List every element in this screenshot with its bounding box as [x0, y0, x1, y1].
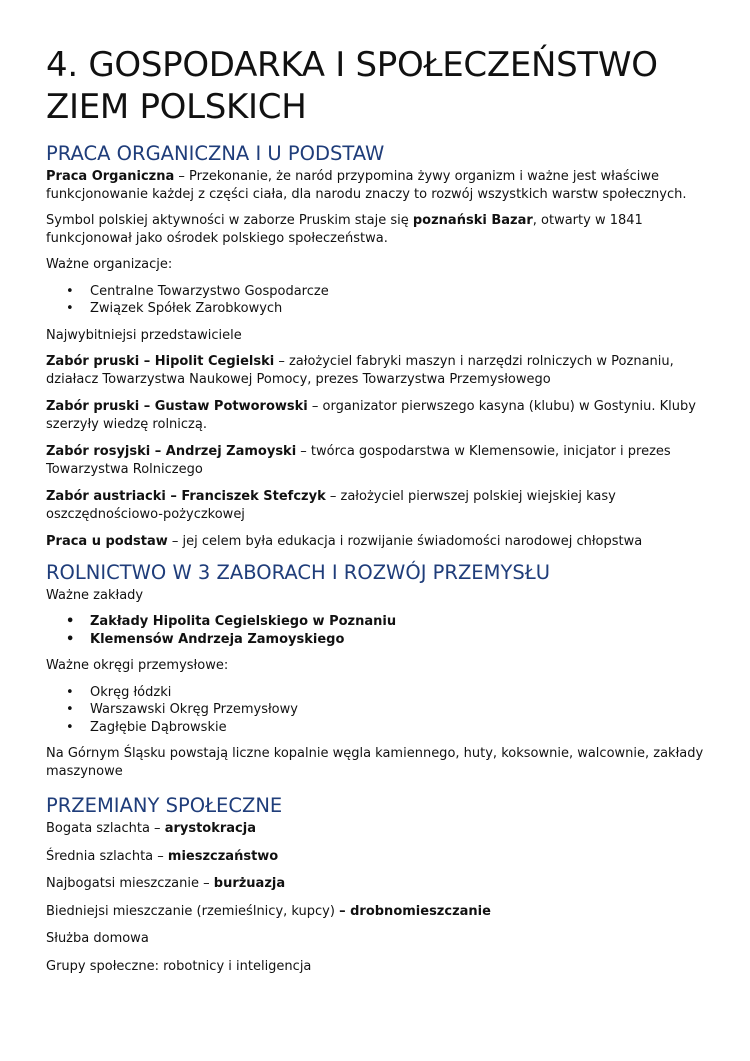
organizations-list [46, 283, 704, 318]
districts-list [46, 684, 704, 737]
representative-entry [46, 533, 704, 551]
social-row [46, 930, 704, 948]
paragraph-silesia: Na Górnym Śląsku powstają liczne kopalnie węgla kamiennego, huty, koksownie, walcownie, zakłady maszynowe [46, 746, 704, 779]
bazar-text-a: Symbol polskiej aktywności w zaborze Pruskim staje się [46, 213, 413, 228]
section-heading-rolnictwo: ROLNICTWO W 3 ZABORACH I ROZWÓJ PRZEMYSŁU [46, 560, 550, 584]
bazar-term: poznański Bazar [412, 213, 533, 228]
section-heading-praca-organiczna: PRACA ORGANICZNA I U PODSTAW [46, 142, 385, 165]
social-row [46, 875, 704, 893]
paragraph-bazar [46, 212, 704, 247]
page-title [46, 44, 704, 128]
districts-label: Ważne okręgi przemysłowe: [46, 658, 229, 673]
representative-desc: – założyciel pierwszej polskiej wiejskiej kasy oszczędnościowo-pożyczkowej [46, 489, 616, 522]
social-row [46, 958, 704, 976]
title-line-2: ZIEM POLSKICH [46, 87, 307, 127]
social-row-term: burżuazja [213, 876, 286, 891]
representative-desc: – organizator pierwszego kasyna (klubu) w Gostyniu. Kluby szerzyły wiedzę rolniczą. [46, 399, 696, 432]
paragraph-praca-organiczna [46, 168, 704, 203]
list-item: • Zakłady Hipolita Cegielskiego w Poznaniu [90, 613, 704, 631]
social-row [46, 820, 704, 838]
representative-name: Zabór austriacki – Franciszek Stefczyk [46, 489, 326, 504]
representative-name: Zabór pruski – Gustaw Potworowski [46, 399, 308, 414]
social-row [46, 848, 704, 866]
bazar-text-b: , otwarty w 1841 funkcjonował jako ośrodek polskiego społeczeństwa. [46, 213, 643, 246]
representative-desc: – jej celem była edukacja i rozwijanie świadomości narodowej chłopstwa [167, 534, 643, 549]
social-row [46, 903, 704, 921]
representative-desc: – twórca gospodarstwa w Klemensowie, inicjator i prezes Towarzystwa Rolniczego [46, 444, 671, 477]
representative-entry [46, 398, 704, 433]
representative-desc: – założyciel fabryki maszyn i narzędzi rolniczych w Poznaniu, działacz Towarzystwa Naukowej Pomocy, prezes Towarzystwa Przemysłowego [46, 354, 674, 387]
term-praca-organiczna: Praca Organiczna [46, 169, 175, 184]
social-row-text: Bogata szlachta – [46, 821, 165, 836]
representative-entry [46, 443, 704, 478]
list-item: • Warszawski Okręg Przemysłowy [90, 701, 704, 719]
representatives-label: Najwybitniejsi przedstawiciele [46, 327, 242, 343]
social-row-text: Średnia szlachta – [46, 848, 168, 864]
social-row-text: Służba domowa [46, 931, 149, 946]
social-row-text: Biedniejsi mieszczanie (rzemieślnicy, kupcy) [46, 903, 340, 919]
representative-name: Zabór pruski – Hipolit Cegielski [46, 354, 275, 369]
representative-name: Zabór rosyjski – Andrzej Zamoyski [46, 444, 297, 459]
plants-label: Ważne zakłady [46, 587, 144, 603]
section-heading-przemiany: PRZEMIANY SPOŁECZNE [46, 794, 283, 817]
social-row-term: mieszczaństwo [167, 848, 279, 864]
representative-entry [46, 353, 704, 388]
definition-praca-organiczna: – Przekonanie, że naród przypomina żywy organizm i ważne jest właściwe funkcjonowanie każdej z części ciała, dla narodu znaczy to rozwój wszystkich warstw społecznych. [46, 169, 687, 202]
social-row-term: – drobnomieszczanie [339, 903, 491, 919]
list-item: • Związek Spółek Zarobkowych [90, 300, 704, 318]
social-row-term: arystokracja [164, 821, 256, 836]
list-item: • Okręg łódzki [90, 684, 704, 702]
social-row-text: Grupy społeczne: robotnicy i inteligencja [46, 958, 312, 974]
plants-list [46, 613, 704, 648]
list-item: • Klemensów Andrzeja Zamoyskiego [90, 631, 704, 649]
social-row-text: Najbogatsi mieszczanie – [46, 876, 214, 891]
organizations-label: Ważne organizacje: [46, 257, 173, 272]
list-item: • Centralne Towarzystwo Gospodarcze [90, 283, 704, 301]
representative-entry [46, 488, 704, 523]
list-item: • Zagłębie Dąbrowskie [90, 719, 704, 737]
representative-name: Praca u podstaw [46, 534, 168, 549]
title-line-1: 4. GOSPODARKA I SPOŁECZEŃSTWO [46, 45, 658, 85]
